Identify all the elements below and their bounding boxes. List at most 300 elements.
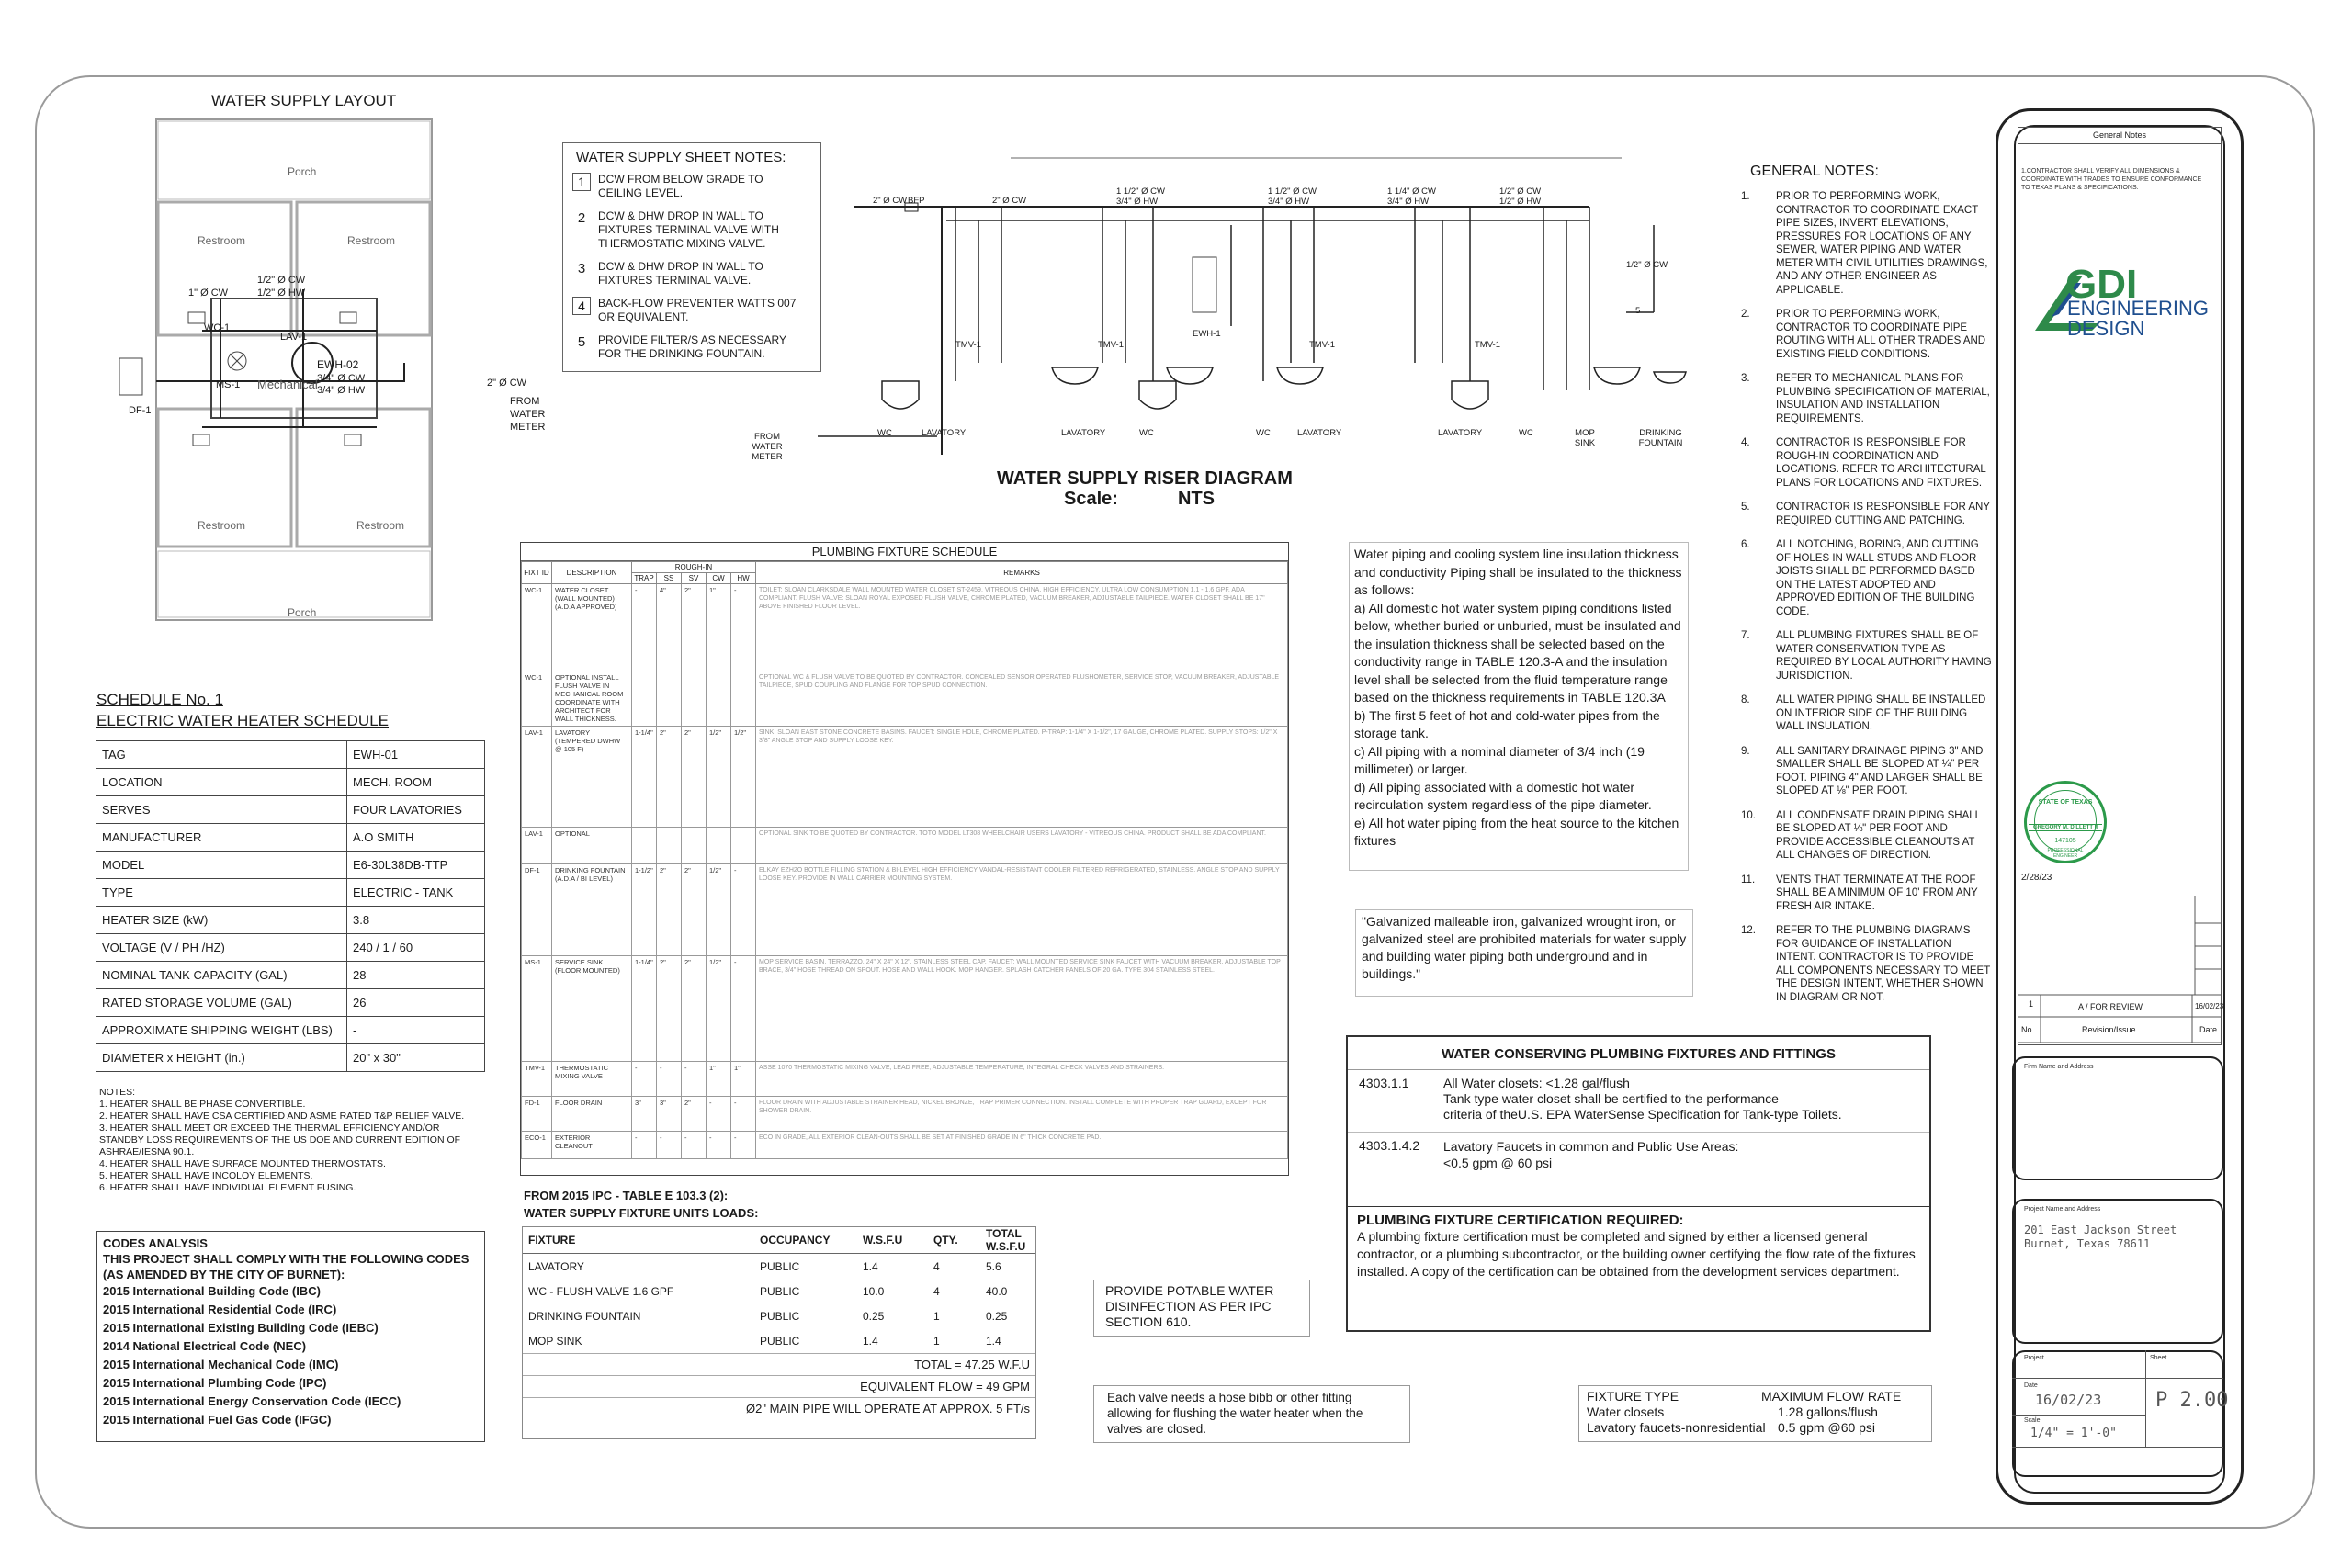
ewh-cell: RATED STORAGE VOLUME (GAL) (96, 989, 347, 1017)
pfs-cell: SINK: SLOAN EAST STONE CONCRETE BASINS. FAUCET: SINGLE HOLE, CHROME PLATED. P-TRAP: 1-1/4" X 1-1/2", 17 GAUGE, CHROME PLATED. SUPPLY STOPS: 1/2" X 3/8" ANGLE STOP AND SUPPLY LOOSE KEY. (756, 727, 1288, 828)
pfs-cell: LAV-1 (522, 727, 552, 828)
riser-label: 1/2" Ø HW (1499, 197, 1542, 207)
wcpf-title: WATER CONSERVING PLUMBING FIXTURES AND FITTINGS (1348, 1037, 1929, 1070)
room-porch-top: Porch (288, 165, 317, 178)
ewh-cell: - (347, 1017, 485, 1044)
pfs-cell: ECO-1 (522, 1132, 552, 1159)
riser-fixture: LAVATORY (1297, 428, 1342, 438)
riser-fixture: LAVATORY (1061, 428, 1106, 438)
rev-no: 1 (2029, 999, 2034, 1009)
flow-rate-header: MAXIMUM FLOW RATE (1761, 1389, 1902, 1404)
riser-label: 1 1/4" Ø CW (1387, 186, 1436, 197)
wsfu-total: TOTAL = 47.25 W.F.U (523, 1353, 1035, 1375)
ewh-cell: ELECTRIC - TANK (347, 879, 485, 907)
note-num: 5 (577, 334, 586, 350)
pfs-header: DESCRIPTION (552, 562, 632, 584)
plan-label-df: DF-1 (129, 405, 152, 416)
rev-header-no: No. (2021, 1025, 2035, 1034)
pfs-cell: LAVATORY (TEMPERED DWHW @ 105 F) (552, 727, 632, 828)
ewh-cell: LOCATION (96, 769, 347, 796)
project-address-1: 201 East Jackson Street (2024, 1224, 2177, 1236)
rev-date: 16/02/23 (2195, 1002, 2224, 1010)
riser-fixture: WC (1256, 428, 1271, 438)
ewh-cell: APPROXIMATE SHIPPING WEIGHT (LBS) (96, 1017, 347, 1044)
pfs-title: PLUMBING FIXTURE SCHEDULE (521, 543, 1288, 561)
pfs-cell: OPTIONAL INSTALL FLUSH VALVE IN MECHANICAL ROOM COORDINATE WITH ARCHITECT FOR WALL THICKNESS. (552, 671, 632, 727)
pfs-row (522, 864, 1288, 956)
wsfu-cell: LAVATORY (528, 1259, 584, 1273)
pfs-cell: 2" (682, 584, 707, 671)
tb-general-notes-title: General Notes (2018, 127, 2222, 144)
note-text: DCW & DHW DROP IN WALL TO FIXTURES TERMINAL VALVE. (598, 260, 763, 287)
ewh-row (96, 1017, 485, 1044)
wcpf-row (1348, 1133, 1929, 1206)
wcpf-row (1348, 1070, 1929, 1133)
pfs-cell: - (731, 956, 756, 1062)
general-notes-list: 1. PRIOR TO PERFORMING WORK, CONTRACTOR TO COORDINATE EXACT PIPE SIZES, INVERT ELEVATIONS, PRESSURES FOR LOCATIONS OF ANY SEWER, WATER PIPING AND WATER METER WITH CIVIL UTILITIES DRAWINGS, AND ANY OTHER ENGINEER AS APPLICABLE. 2. PRIOR TO PERFORMING WORK, CONTRACTOR TO COORDINATE PIPE ROUTING WITH ALL OTHER TRADES AND EXISTING FIELD CONDITIONS. 3. REFER TO MECHANICAL PLANS FOR PLUMBING SPECIFICATION OF MATERIAL, INSULATION AND INSTALLATION REQUIREMENTS. 4. CONTRACTOR IS RESPONSIBLE FOR ROUGH-IN COORDINATION AND LOCATIONS. REFER TO ARCHITECTURAL PLANS FOR LOCATIONS AND FIXTURES. 5. CONTRACTOR IS RESPONSIBLE FOR ANY REQUIRED CUTTING AND PATCHING. 6. ALL NOTCHING, BORING, AND CUTTING OF HOLES IN WALL STUDS AND FLOOR JOISTS SHALL BE PERFORMED BASED ON THE LATEST ADOPTED AND APPROVED EDITION OF THE BUILDING CODE. 7. ALL PLUMBING FIXTURES SHALL BE OF WATER CONSERVATION TYPE AS REQUIRED BY LOCAL AUTHORITY HAVING JURISDICTION. 8. ALL WATER PIPING SHALL BE INSTALLED ON INTERIOR SIDE OF THE BUILDING WALL INSULATION. 9. ALL SANITARY DRAINAGE PIPING 3" AND SMALLER SHALL BE SLOPED AT ¼" PER FOOT. PIPING 4" AND LARGER SHALL BE SLOPED AT ⅛" PER FOOT. 10. ALL CONDENSATE DRAIN PIPING SHALL BE SLOPED AT ⅛" PER FOOT AND PROVIDE ACCESSIBLE CLEANOUTS AT ALL CHANGES OF DIRECTION. 11. VENTS THAT TERMINATE AT THE ROOF SHALL BE A MINIMUM OF 10' FROM ANY FRESH AIR INTAKE. 12. REFER TO THE PLUMBING DIAGRAMS FOR GUIDANCE OF INSTALLATION INTENT. CONTRACTOR IS TO PROVIDE ALL COMPONENTS NECESSARY TO MEET THE DESIGN INTENT, WHETHER SHOWN IN DIAGRAM OR NOT. (1741, 191, 1992, 1003)
ewh-cell: E6-30L38DB-TTP (347, 852, 485, 879)
wsfu-flow: EQUIVALENT FLOW = 49 GPM (523, 1375, 1035, 1397)
ewh-schedule-table (96, 740, 485, 1072)
rev-header-date: Date (2199, 1025, 2218, 1034)
riser-fixture: LAVATORY (1438, 428, 1483, 438)
ewh-cell: SERVES (96, 796, 347, 824)
pfs-header: FIXT ID (522, 562, 552, 584)
potable-note: PROVIDE POTABLE WATER DISINFECTION AS PER IPC SECTION 610. (1093, 1280, 1310, 1337)
ewh-cell: VOLTAGE (V / PH /HZ) (96, 934, 347, 962)
proj-label: Project (2024, 1355, 2044, 1361)
code-item: 2015 International Fuel Gas Code (IFGC) (103, 1413, 332, 1427)
pfs-table (521, 561, 1288, 1159)
code-item: 2015 International Plumbing Code (IPC) (103, 1376, 327, 1390)
pfs-cell (657, 828, 682, 864)
pfs-cell (657, 671, 682, 727)
wsfu-cell: 4 (933, 1259, 940, 1273)
pfs-cell: 1-1/4" (632, 727, 657, 828)
wsfu-header: TOTAL W.S.F.U (980, 1227, 1035, 1254)
ewh-cell: 3.8 (347, 907, 485, 934)
date-value: 16/02/23 (2035, 1392, 2102, 1408)
pfs-cell: - (731, 1132, 756, 1159)
ewh-cell: MANUFACTURER (96, 824, 347, 852)
note-num: 1 (572, 173, 591, 191)
pfs-cell: 2" (682, 727, 707, 828)
ewh-cell: MECH. ROOM (347, 769, 485, 796)
pfs-cell: DRINKING FOUNTAIN (A.D.A / BI LEVEL) (552, 864, 632, 956)
wsfu-table (523, 1227, 1035, 1353)
wsfu-cell: DRINKING FOUNTAIN (528, 1309, 641, 1323)
galvanized-note: "Galvanized malleable iron, galvanized wrought iron, or galvanized steel are prohibited materials for water supply and building water piping both underground and in buildings." (1355, 909, 1693, 997)
riser-label: 1/2" Ø CW (1626, 260, 1668, 270)
wsfu-cell: WC - FLUSH VALVE 1.6 GPF (528, 1284, 674, 1298)
pfs-cell (632, 671, 657, 727)
ewh-row (96, 852, 485, 879)
ewh-cell: TYPE (96, 879, 347, 907)
pfs-cell (682, 671, 707, 727)
pfs-cell: 3" (657, 1097, 682, 1132)
ewh-cell: 240 / 1 / 60 (347, 934, 485, 962)
riser-fixture: DRINKING FOUNTAIN (1638, 428, 1683, 448)
water-supply-layout-plan (101, 115, 505, 629)
pfs-row (522, 584, 1288, 671)
floorplan-title: WATER SUPPLY LAYOUT (211, 92, 397, 109)
wsfu-cell: PUBLIC (760, 1334, 800, 1348)
pfs-header: SS (657, 573, 682, 584)
wsfu-row (523, 1303, 1035, 1328)
pfs-cell (731, 671, 756, 727)
wsfu-cell: MOP SINK (528, 1334, 582, 1348)
wsfu-row (523, 1254, 1035, 1280)
riser-label: 3/4" Ø HW (1268, 197, 1310, 207)
code-item: 2015 International Existing Building Code (IEBC) (103, 1321, 379, 1335)
note-num: 3 (577, 261, 586, 276)
pfs-cell: 1" (707, 1062, 731, 1097)
wsfu-row (523, 1328, 1035, 1353)
scale-label: Scale (2024, 1417, 2041, 1424)
riser-tmv: TMV-1 (956, 340, 981, 350)
wsfu-box (522, 1226, 1036, 1439)
code-item: 2015 International Residential Code (IRC) (103, 1303, 337, 1316)
code-item: 2015 International Building Code (IBC) (103, 1284, 321, 1298)
pfs-cell: DF-1 (522, 864, 552, 956)
note-text: DCW FROM BELOW GRADE TO CEILING LEVEL. (598, 173, 763, 199)
pfs-cell: ECO IN GRADE, ALL EXTERIOR CLEAN-OUTS SHALL BE SET AT FINISHED GRADE IN 6" THICK CONCRETE PAD. (756, 1132, 1288, 1159)
flow-rate-cell: Lavatory faucets-nonresidential (1587, 1420, 1766, 1435)
general-note-item: CONTRACTOR IS RESPONSIBLE FOR ROUGH-IN COORDINATION AND LOCATIONS. REFER TO ARCHITECTURAL PLANS FOR LOCATIONS AND FIXTURES. (1776, 437, 1986, 489)
pfs-cell: THERMOSTATIC MIXING VALVE (552, 1062, 632, 1097)
pfs-cell: - (707, 1132, 731, 1159)
logo-gdi: GDI (2065, 262, 2138, 307)
ewh-schedule-title1: SCHEDULE No. 1 (96, 691, 223, 708)
flow-rate-header: FIXTURE TYPE (1587, 1389, 1679, 1404)
rev-header-desc: Revision/Issue (2082, 1025, 2136, 1034)
pfs-cell: - (707, 1097, 731, 1132)
logo-design: DESIGN (2067, 317, 2145, 340)
plan-label-lav: LAV-1 (280, 332, 308, 343)
project-block (2012, 1199, 2223, 1344)
codes-analysis (96, 1231, 485, 1442)
ewh-row (96, 741, 485, 769)
plan-label-hw: 1/2" Ø HW (257, 288, 306, 299)
cert-title: PLUMBING FIXTURE CERTIFICATION REQUIRED: (1357, 1213, 1684, 1228)
project-label: Project Name and Address (2024, 1206, 2101, 1213)
wsfu-cell: 1.4 (863, 1334, 878, 1348)
pfs-cell: 4" (657, 584, 682, 671)
room-restroom-4: Restroom (356, 519, 405, 532)
note-num: 2 (577, 210, 586, 226)
pfs-cell: 3" (632, 1097, 657, 1132)
wcpf-text: Lavatory Faucets in common and Public Use Areas: <0.5 gpm @ 60 psi (1443, 1139, 1739, 1170)
seal-num: 147105 (2054, 838, 2076, 844)
plan-label-cw-1in: 1" Ø CW (188, 288, 229, 299)
ewh-cell: FOUR LAVATORIES (347, 796, 485, 824)
ewh-cell: TAG (96, 741, 347, 769)
pfs-cell (707, 828, 731, 864)
room-restroom-2: Restroom (347, 234, 396, 247)
pfs-cell: 2" (657, 956, 682, 1062)
date-label: Date (2024, 1382, 2038, 1389)
pfs-cell: - (682, 1132, 707, 1159)
pfs-cell (731, 828, 756, 864)
seal-bottom: PROFESSIONAL ENGINEER (2047, 848, 2084, 859)
firm-label: Firm Name and Address (2024, 1064, 2094, 1070)
riser-tmv: TMV-1 (1309, 340, 1335, 350)
riser-title: WATER SUPPLY RISER DIAGRAM (997, 468, 1293, 489)
general-note-item: ALL CONDENSATE DRAIN PIPING SHALL BE SLOPED AT ⅛" PER FOOT AND PROVIDE ACCESSIBLE CLEANOUTS AT ALL CHANGES OF DIRECTION. (1776, 809, 1981, 861)
wsfu-header: FIXTURE (523, 1227, 754, 1254)
wsfu-header: W.S.F.U (857, 1227, 928, 1254)
pfs-cell: - (657, 1062, 682, 1097)
plan-label-ms: MS-1 (216, 379, 241, 390)
pfs-cell: WC-1 (522, 671, 552, 727)
ewh-row (96, 1044, 485, 1072)
note-text: BACK-FLOW PREVENTER WATTS 007 OR EQUIVALENT. (598, 297, 797, 323)
pfs-header: REMARKS (756, 562, 1288, 584)
ewh-row (96, 934, 485, 962)
pfs-cell: OPTIONAL (552, 828, 632, 864)
seal-name: GREGORY M. DILLETT II (2029, 824, 2102, 831)
pfs-row (522, 727, 1288, 828)
riser-fixture: WC (1139, 428, 1154, 438)
code-item: 2015 International Energy Conservation Code (IECC) (103, 1394, 401, 1408)
pfs-cell: 1/2" (731, 727, 756, 828)
pfs-cell (682, 828, 707, 864)
note-text: DCW & DHW DROP IN WALL TO FIXTURES TERMINAL VALVE WITH THERMOSTATIC MIXING VALVE. (598, 209, 779, 250)
wsfu-cell: 4 (933, 1284, 940, 1298)
riser-tmv: TMV-1 (1098, 340, 1124, 350)
general-note-item: PRIOR TO PERFORMING WORK, CONTRACTOR TO COORDINATE EXACT PIPE SIZES, INVERT ELEVATIONS, PRESSURES FOR LOCATIONS OF ANY SEWER, WATER PIPING AND WATER METER WITH CIVIL UTILITIES DRAWINGS, AND ANY OTHER ENGINEER AS APPLICABLE. (1776, 191, 1988, 296)
wcpf-code: 4303.1.1 (1359, 1076, 1409, 1090)
wcpf-text: All Water closets: <1.28 gal/flush Tank type water closet shall be certified to the performance criteria of theU.S. EPA WaterSense Specification for Tank-type Toilets. (1443, 1076, 1842, 1122)
ewh-row (96, 879, 485, 907)
room-porch-bottom: Porch (288, 606, 317, 619)
wsfu-cell: 1.4 (863, 1259, 878, 1273)
pfs-cell: 1-1/4" (632, 956, 657, 1062)
pfs-row (522, 828, 1288, 864)
flow-rate-cell: 1.28 gallons/flush (1778, 1404, 1878, 1419)
pfs-header: SV (682, 573, 707, 584)
plan-label-ewh: EWH-02 (317, 358, 359, 371)
code-item: 2015 International Mechanical Code (IMC) (103, 1358, 339, 1371)
riser-label: 3/4" Ø HW (1387, 197, 1430, 207)
pfs-cell (632, 828, 657, 864)
pfs-cell: - (731, 584, 756, 671)
pfs-cell: WC-1 (522, 584, 552, 671)
plan-label-cw: 1/2" Ø CW (257, 275, 306, 286)
tb-general-notes-text: 1.CONTRACTOR SHALL VERIFY ALL DIMENSIONS & COORDINATE WITH TRADES TO ENSURE CONFORMANCE TO TEXAS PLANS & SPECIFICATIONS. (2021, 168, 2202, 191)
pfs-cell: EXTERIOR CLEANOUT (552, 1132, 632, 1159)
ewh-cell: HEATER SIZE (kW) (96, 907, 347, 934)
wsfu-cell: PUBLIC (760, 1284, 800, 1298)
valve-note: Each valve needs a hose bibb or other fitting allowing for flushing the water heater when the valves are closed. (1093, 1385, 1410, 1443)
sheet-block (2012, 1350, 2223, 1477)
rev-desc: A / FOR REVIEW (2078, 1002, 2143, 1011)
wsfu-header: QTY. (928, 1227, 980, 1254)
general-note-item: PRIOR TO PERFORMING WORK, CONTRACTOR TO COORDINATE PIPE ROUTING WITH ALL OTHER TRADES AND EXISTING FIELD CONDITIONS. (1776, 309, 1986, 360)
pfs-cell: 1/2" (707, 956, 731, 1062)
ewh-row (96, 769, 485, 796)
pfs-cell: - (632, 1062, 657, 1097)
pfs-cell: - (657, 1132, 682, 1159)
wsfu-title2: WATER SUPPLY FIXTURE UNITS LOADS: (524, 1206, 759, 1220)
pfs-cell: 1/2" (707, 727, 731, 828)
riser-fixture: WC (877, 428, 892, 438)
water-conserving-box (1346, 1035, 1931, 1332)
pfs-cell: 2" (657, 727, 682, 828)
codes-title3: (AS AMENDED BY THE CITY OF BURNET): (103, 1268, 345, 1281)
general-note-item: VENTS THAT TERMINATE AT THE ROOF SHALL BE A MINIMUM OF 10' FROM ANY FRESH AIR INTAKE. (1776, 874, 1978, 912)
wcpf-code: 4303.1.4.2 (1359, 1138, 1420, 1153)
flow-rate-box (1578, 1385, 1932, 1442)
flow-rate-cell: Water closets (1587, 1404, 1665, 1419)
pfs-cell: WATER CLOSET (WALL MOUNTED) (A.D.A APPROVED) (552, 584, 632, 671)
pfs-cell: ASSE 1070 THERMOSTATIC MIXING VALVE, LEAD FREE, ADJUSTABLE TEMPERATURE, INTEGRAL CHECK VALVES AND STRAINERS. (756, 1062, 1288, 1097)
pfs-cell (707, 671, 731, 727)
pfs-cell: OPTIONAL WC & FLUSH VALVE TO BE QUOTED BY CONTRACTOR. CONCEALED SENSOR OPERATED FLUSHOMETER, SERVICE STOP, VACUUM BREAKER, ADJUSTABLE TAILPIECE, SPUD COUPLING AND FLANGE FOR TOP SPUD CONNECTION. (756, 671, 1288, 727)
general-note-item: REFER TO THE PLUMBING DIAGRAMS FOR GUIDANCE OF INSTALLATION INTENT. CONTRACTOR IS TO PROVIDE ALL COMPONENTS NECESSARY TO MEET THE DESIGN INTENT, WHETHER SHOWN IN DIAGRAM OR NOT. (1776, 925, 1991, 1003)
pfs-cell: - (632, 584, 657, 671)
wsfu-cell: 40.0 (986, 1284, 1008, 1298)
sheet-number: P 2.00 (2155, 1389, 2229, 1412)
pfs-row (522, 1097, 1288, 1132)
pfs-row (522, 671, 1288, 727)
general-notes-title: GENERAL NOTES: (1750, 164, 1879, 179)
logo-engineering: ENGINEERING (2067, 297, 2210, 320)
room-mechanical: Mechanical (257, 378, 318, 391)
riser-label: BFP (908, 196, 925, 206)
riser-fixture: WC (1519, 428, 1533, 438)
pfs-header: CW (707, 573, 731, 584)
riser-ewh-label: EWH-1 (1193, 329, 1221, 339)
wsfu-cell: 1 (933, 1309, 940, 1323)
riser-label: 1/2" Ø CW (1499, 186, 1542, 197)
pfs-cell: TMV-1 (522, 1062, 552, 1097)
wsfu-cell: PUBLIC (760, 1309, 800, 1323)
sheet-notes-title: WATER SUPPLY SHEET NOTES: (576, 150, 786, 165)
project-address-2: Burnet, Texas 78611 (2024, 1237, 2151, 1250)
plan-label-from-meter: FROM WATER METER (510, 396, 546, 433)
pfs-row (522, 1062, 1288, 1097)
sheet-label: Sheet (2150, 1355, 2167, 1361)
pfs-cell: FD-1 (522, 1097, 552, 1132)
riser-tmv: TMV-1 (1475, 340, 1500, 350)
pfs-cell: - (682, 1062, 707, 1097)
ewh-cell: 26 (347, 989, 485, 1017)
codes-title2: THIS PROJECT SHALL COMPLY WITH THE FOLLOWING CODES (103, 1252, 469, 1266)
plan-label-wc: WC-1 (204, 322, 231, 333)
plan-label-cw-2in: 2" Ø CW (487, 378, 527, 389)
pfs-cell: ELKAY EZH2O BOTTLE FILLING STATION & BI-LEVEL HIGH EFFICIENCY VANDAL-RESISTANT COOLER FILTERED REFRIGERATED, STAINLESS. ANGLE STOP AND SUPPLY LOOSE KEY. PROVIDE IN WALL CARRIER MOUNTING SYSTEM. (756, 864, 1288, 956)
insulation-note: Water piping and cooling system line insulation thickness and conductivity Piping shall be insulated to the thickness as follows: a) All domestic hot water system piping conditions listed below, whether buried or unburied, must be insulated and the insulation thickness shall be selected based on the conductivity range in TABLE 120.3-A and the insulation level shall be selected from the fluid temperature range based on the thickness requirements in TABLE 120.3A b) The first 5 feet of hot and cold-water pipes from the storage tank. c) All piping with a nominal diameter of 3/4 inch (19 millimeter) or larger. d) All piping associated with a domestic hot water recirculation system regardless of the pipe diameter. e) All hot water piping from the heat source to the kitchen fixtures (1349, 542, 1689, 871)
ewh-row (96, 796, 485, 824)
riser-fixture: MOP SINK (1574, 428, 1596, 448)
pfs-cell: LAV-1 (522, 828, 552, 864)
wsfu-cell: 10.0 (863, 1284, 885, 1298)
general-note-item: ALL SANITARY DRAINAGE PIPING 3" AND SMALLER SHALL BE SLOPED AT ¼" PER FOOT. PIPING 4" AND LARGER SHALL BE SLOPED AT ⅛" PER FOOT. (1776, 745, 1984, 796)
ewh-cell: 20" x 30" (347, 1044, 485, 1072)
pfs-cell: 1" (707, 584, 731, 671)
seal-state: STATE OF TEXAS (2038, 799, 2093, 806)
wsfu-row (523, 1279, 1035, 1303)
ewh-schedule-title2: ELECTRIC WATER HEATER SCHEDULE (96, 712, 390, 729)
general-note-item: ALL PLUMBING FIXTURES SHALL BE OF WATER CONSERVATION TYPE AS REQUIRED BY LOCAL AUTHORITY HAVING JURISDICTION. (1776, 630, 1992, 682)
wsfu-cell: 0.25 (986, 1309, 1008, 1323)
wsfu-cell: 0.25 (863, 1309, 885, 1323)
pfs-cell: SERVICE SINK (FLOOR MOUNTED) (552, 956, 632, 1062)
pfs-cell: - (632, 1132, 657, 1159)
riser-fixture: LAVATORY (922, 428, 967, 438)
wsfu-cell: 1.4 (986, 1334, 1001, 1348)
ewh-notes: NOTES: 1. HEATER SHALL BE PHASE CONVERTIBLE. 2. HEATER SHALL HAVE CSA CERTIFIED AND ASME RATED T&P RELIEF VALVE. 3. HEATER SHALL MEET OR EXCEED THE THERMAL EFFICIENCY AND/OR STANDBY LOSS REQUIREMENTS OF THE US DOE AND CURRENT EDITION OF ASHRAE/IESNA 90.1. 4. HEATER SHALL HAVE SURFACE MOUNTED THERMOSTATS. 5. HEATER SHALL HAVE INCOLOY ELEMENTS. 6. HEATER SHALL HAVE INDIVIDUAL ELEMENT FUSING. (99, 1087, 465, 1193)
riser-scale-label: Scale: (1064, 489, 1118, 509)
code-item: 2014 National Electrical Code (NEC) (103, 1339, 307, 1353)
pfs-cell: MS-1 (522, 956, 552, 1062)
pfs-header: HW (731, 573, 756, 584)
ewh-cell: NOMINAL TANK CAPACITY (GAL) (96, 962, 347, 989)
note-text: PROVIDE FILTER/S AS NECESSARY FOR THE DRINKING FOUNTAIN. (598, 333, 786, 360)
riser-from-meter: FROM WATER METER (752, 432, 783, 462)
ewh-cell: 28 (347, 962, 485, 989)
general-note-item: CONTRACTOR IS RESPONSIBLE FOR ANY REQUIRED CUTTING AND PATCHING. (1776, 502, 1990, 526)
ewh-row (96, 962, 485, 989)
riser-label: 2" Ø CW (873, 196, 908, 206)
pfs-row (522, 956, 1288, 1062)
pfs-cell: - (731, 864, 756, 956)
pfs-cell: FLOOR DRAIN (552, 1097, 632, 1132)
plan-label-ewh-cw: 3/4" Ø CW (317, 373, 366, 384)
ewh-cell: MODEL (96, 852, 347, 879)
wsfu-cell: 1 (933, 1334, 940, 1348)
pfs-row (522, 1132, 1288, 1159)
pfs-header-roughin: ROUGH-IN (632, 562, 756, 573)
room-restroom-3: Restroom (198, 519, 246, 532)
seal-date: 2/28/23 (2021, 873, 2052, 883)
plumbing-fixture-schedule (520, 542, 1289, 1176)
plan-label-ewh-hw: 3/4" Ø HW (317, 385, 366, 396)
wsfu-header-row (523, 1227, 1035, 1254)
wsfu-title1: FROM 2015 IPC - TABLE E 103.3 (2): (524, 1189, 729, 1202)
pfs-cell: OPTIONAL SINK TO BE QUOTED BY CONTRACTOR. TOTO MODEL LT308 WHEELCHAIR USERS LAVATORY - VITREOUS CHINA. PRODUCT SHALL BE ADA COMPLIANT. (756, 828, 1288, 864)
ewh-cell: EWH-01 (347, 741, 485, 769)
riser-label: 3/4" Ø HW (1116, 197, 1159, 207)
riser-label: 1 1/2" Ø CW (1116, 186, 1165, 197)
wsfu-pipe: Ø2" MAIN PIPE WILL OPERATE AT APPROX. 5 FT/s (523, 1397, 1035, 1419)
wsfu-header: OCCUPANCY (754, 1227, 857, 1254)
cert-text: A plumbing fixture certification must be completed and signed by either a licensed general contractor, or a plumbing subcontractor, or the building owner certifying the flow rate of the fixtures installed. A copy of the certification can be obtained from the development services department. (1357, 1229, 1916, 1279)
codes-title1: CODES ANALYSIS (103, 1236, 208, 1250)
riser-note-5: 5 (1635, 306, 1641, 316)
riser-scale-value: NTS (1178, 489, 1215, 509)
pfs-cell: 1" (731, 1062, 756, 1097)
ewh-cell: A.O SMITH (347, 824, 485, 852)
ewh-row (96, 989, 485, 1017)
wsfu-cell: 5.6 (986, 1259, 1001, 1273)
general-note-item: ALL NOTCHING, BORING, AND CUTTING OF HOLES IN WALL STUDS AND FLOOR JOISTS SHALL BE PERFORMED BASED ON THE LATEST ADOPTED AND APPROVED EDITION OF THE BUILDING CODE. (1776, 539, 1979, 617)
pfs-cell: 1/2" (707, 864, 731, 956)
pfs-cell: 1-1/2" (632, 864, 657, 956)
pfs-cell: FLOOR DRAIN WITH ADJUSTABLE STRAINER HEAD, NICKEL BRONZE, TRAP PRIMER CONNECTION. INSTALL COMPLETE WITH PROPER TRAP GUARD, EXCEPT FOR SHOWER DRAIN. (756, 1097, 1288, 1132)
firm-block (2012, 1056, 2223, 1180)
flow-rate-cell: 0.5 gpm @60 psi (1778, 1420, 1876, 1435)
pfs-cell: 2" (657, 864, 682, 956)
ewh-row (96, 907, 485, 934)
pfs-cell: 2" (682, 956, 707, 1062)
riser-label: 2" Ø CW (992, 196, 1027, 206)
riser-label: 1 1/2" Ø CW (1268, 186, 1317, 197)
wsfu-cell: PUBLIC (760, 1259, 800, 1273)
general-note-item: REFER TO MECHANICAL PLANS FOR PLUMBING SPECIFICATION OF MATERIAL, INSULATION AND INSTALLATION REQUIREMENTS. (1776, 373, 1990, 424)
scale-value: 1/4" = 1'-0" (2030, 1427, 2117, 1440)
